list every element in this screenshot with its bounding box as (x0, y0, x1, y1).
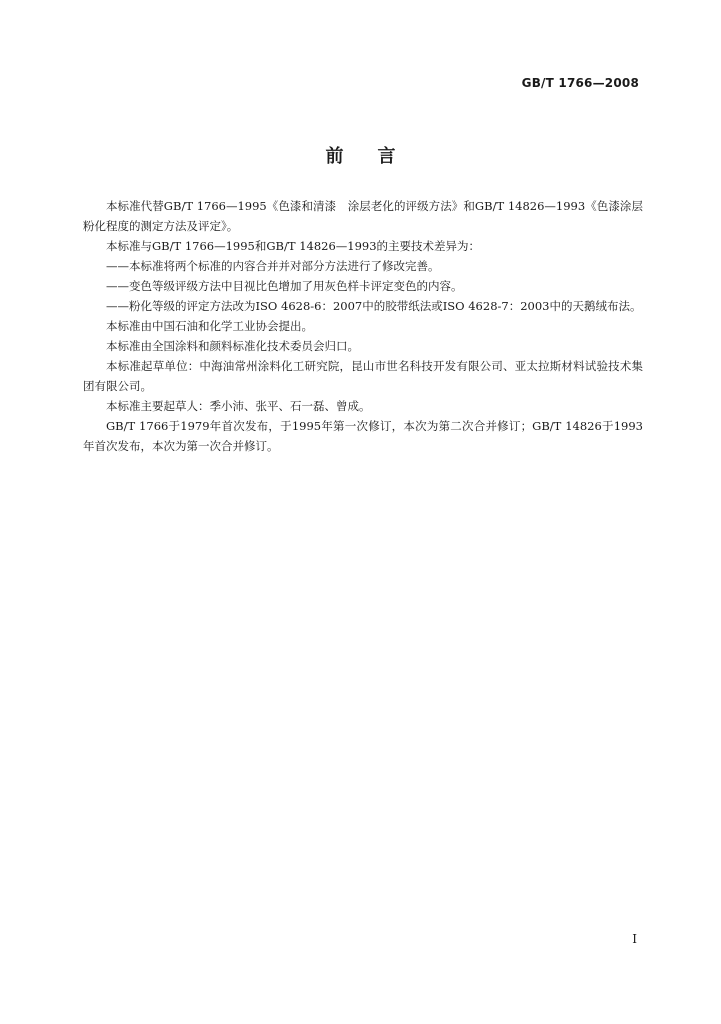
document-body (83, 196, 643, 456)
page-title: 前言 (325, 146, 430, 167)
paragraph-drafters: 本标准主要起草人：季小沛、张平、石一磊、曾成。 (106, 399, 371, 413)
difference-item-merge: ——本标准将两个标准的内容合并并对部分方法进行了修改完善。 (106, 259, 440, 273)
paragraph-committee: 本标准由全国涂料和颜料标准化技术委员会归口。 (106, 339, 359, 353)
paragraph-replacement: 本标准代替GB/T 1766—1995《色漆和清漆 涂层老化的评级方法》和GB/T 14826—1993《色漆涂层粉化程度的测定方法及评定》。 (83, 199, 643, 233)
paragraph-drafting-units: 本标准起草单位：中海油常州涂料化工研究院，昆山市世名科技开发有限公司、亚太拉斯材料试验技术集团有限公司。 (83, 359, 643, 393)
page-number: I (632, 932, 637, 946)
paragraph-history: GB/T 1766于1979年首次发布，于1995年第一次修订，本次为第二次合并修订；GB/T 14826于1993年首次发布，本次为第一次合并修订。 (83, 419, 643, 453)
paragraph-proposer: 本标准由中国石油和化学工业协会提出。 (106, 319, 313, 333)
difference-item-discoloration: ——变色等级评级方法中目视比色增加了用灰色样卡评定变色的内容。 (106, 279, 463, 293)
standard-code: GB/T 1766—2008 (521, 76, 639, 90)
difference-item-chalking: ——粉化等级的评定方法改为ISO 4628-6：2007中的胶带纸法或ISO 4628-7：2003中的天鹅绒布法。 (106, 299, 642, 313)
paragraph-differences-intro: 本标准与GB/T 1766—1995和GB/T 14826—1993的主要技术差异为： (106, 239, 481, 253)
